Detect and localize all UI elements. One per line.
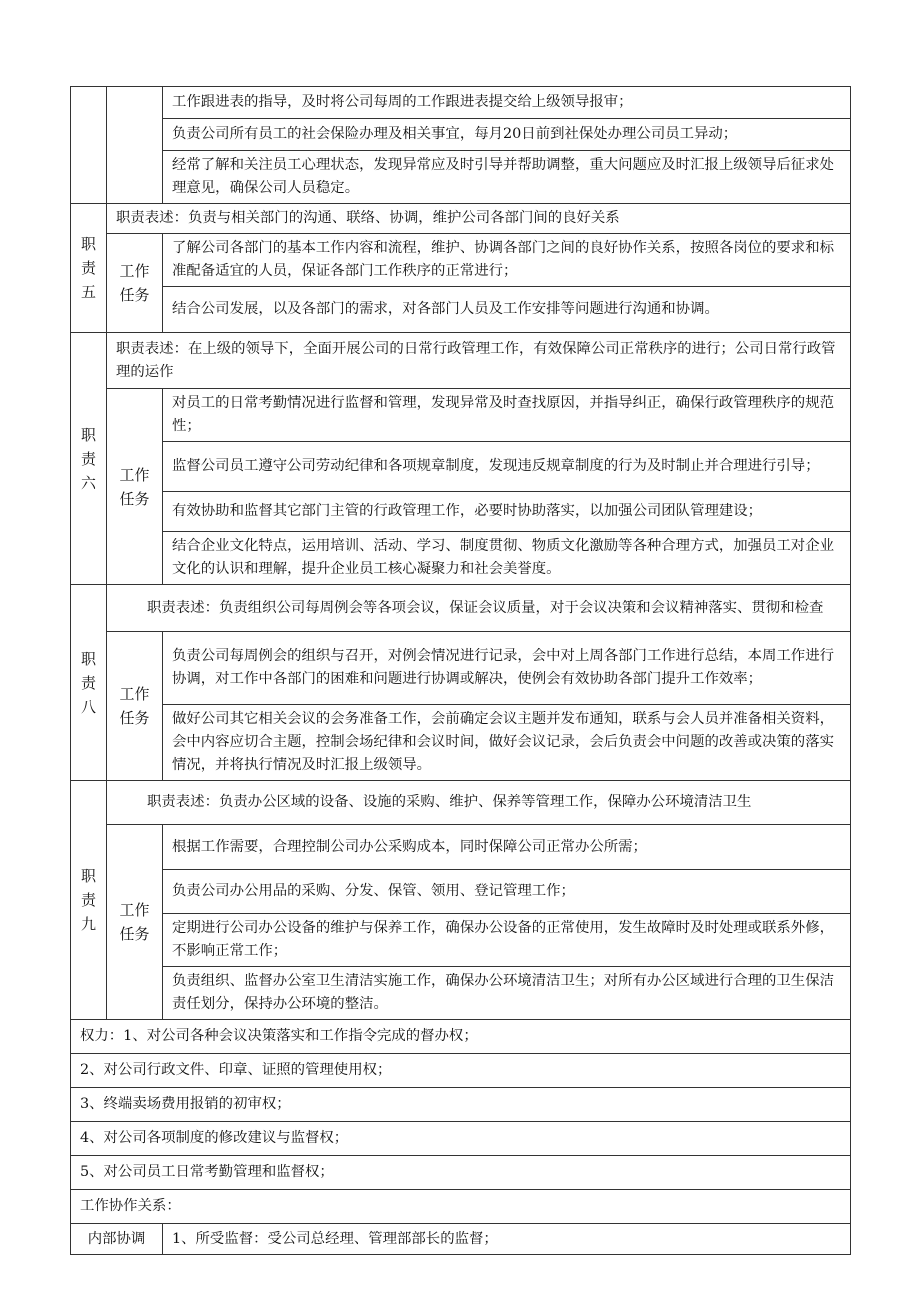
task-item: 监督公司员工遵守公司劳动纪律和各项规章制度，发现违反规章制度的行为及时制止并合理进行引导； bbox=[163, 442, 851, 492]
task-item: 做好公司其它相关会议的会务准备工作，会前确定会议主题并发布通知，联系与会人员并准备相关资料，会中内容应切合主题，控制会场纪律和会议时间，做好会议记录，会后负责会中问题的改善或决策的落实情况，并将执行情况及时汇报上级领导。 bbox=[163, 705, 851, 781]
internal-coordination-item: 1、所受监督：受公司总经理、管理部部长的监督； bbox=[163, 1224, 851, 1255]
task-label-cell-continued bbox=[107, 87, 163, 204]
authority-item: 5、对公司员工日常考勤管理和监督权； bbox=[71, 1156, 851, 1190]
task-item: 了解公司各部门的基本工作内容和流程，维护、协调各部门之间的良好协作关系，按照各岗位的要求和标准配备适宜的人员，保证各部门工作秩序的正常进行； bbox=[163, 234, 851, 287]
task-item: 对员工的日常考勤情况进行监督和管理，发现异常及时查找原因，并指导纠正，确保行政管理秩序的规范性； bbox=[163, 389, 851, 442]
task-item: 负责公司所有员工的社会保险办理及相关事宜，每月20日前到社保处办理公司员工异动； bbox=[163, 119, 851, 151]
duty-label-6: 职 责 六 bbox=[71, 333, 107, 585]
task-item: 经常了解和关注员工心理状态，发现异常应及时引导并帮助调整，重大问题应及时汇报上级领导后征求处理意见，确保公司人员稳定。 bbox=[163, 151, 851, 204]
authority-item: 权力：1、对公司各种会议决策落实和工作指令完成的督办权； bbox=[71, 1020, 851, 1054]
task-label-5: 工作 任务 bbox=[107, 234, 163, 333]
task-item: 负责公司办公用品的采购、分发、保管、领用、登记管理工作； bbox=[163, 870, 851, 914]
job-duty-table bbox=[70, 86, 851, 1255]
task-label-8: 工作 任务 bbox=[107, 632, 163, 781]
duty-label-5: 职 责 五 bbox=[71, 204, 107, 333]
cooperation-title: 工作协作关系： bbox=[71, 1190, 851, 1224]
duty-label-cell-continued bbox=[71, 87, 107, 204]
duty-summary-9: 职责表述：负责办公区域的设备、设施的采购、维护、保养等管理工作，保障办公环境清洁卫生 bbox=[107, 781, 851, 825]
task-label-6: 工作 任务 bbox=[107, 389, 163, 585]
duty-label-8: 职 责 八 bbox=[71, 585, 107, 781]
task-item: 根据工作需要，合理控制公司办公采购成本，同时保障公司正常办公所需； bbox=[163, 825, 851, 870]
task-item: 负责组织、监督办公室卫生清洁实施工作，确保办公环境清洁卫生；对所有办公区域进行合理的卫生保洁责任划分，保持办公环境的整洁。 bbox=[163, 967, 851, 1020]
task-item: 结合公司发展，以及各部门的需求，对各部门人员及工作安排等问题进行沟通和协调。 bbox=[163, 287, 851, 333]
internal-coordination-label: 内部协调 bbox=[71, 1224, 163, 1255]
duty-summary-5: 职责表述：负责与相关部门的沟通、联络、协调，维护公司各部门间的良好关系 bbox=[107, 204, 851, 234]
authority-item: 2、对公司行政文件、印章、证照的管理使用权； bbox=[71, 1054, 851, 1088]
task-item: 结合企业文化特点，运用培训、活动、学习、制度贯彻、物质文化激励等各种合理方式，加强员工对企业文化的认识和理解，提升企业员工核心凝聚力和社会美誉度。 bbox=[163, 532, 851, 585]
duty-summary-8: 职责表述：负责组织公司每周例会等各项会议，保证会议质量，对于会议决策和会议精神落实、贯彻和检查 bbox=[107, 585, 851, 632]
duty-label-9: 职 责 九 bbox=[71, 781, 107, 1020]
authority-item: 4、对公司各项制度的修改建议与监督权； bbox=[71, 1122, 851, 1156]
task-item: 工作跟进表的指导，及时将公司每周的工作跟进表提交给上级领导报审； bbox=[163, 87, 851, 119]
duty-summary-6: 职责表述：在上级的领导下，全面开展公司的日常行政管理工作，有效保障公司正常秩序的进行；公司日常行政管理的运作 bbox=[107, 333, 851, 389]
task-item: 定期进行公司办公设备的维护与保养工作，确保办公设备的正常使用，发生故障时及时处理或联系外修，不影响正常工作； bbox=[163, 914, 851, 967]
authority-item: 3、终端卖场费用报销的初审权； bbox=[71, 1088, 851, 1122]
task-item: 负责公司每周例会的组织与召开，对例会情况进行记录，会中对上周各部门工作进行总结，本周工作进行协调，对工作中各部门的困难和问题进行协调或解决，使例会有效协助各部门提升工作效率； bbox=[163, 632, 851, 705]
task-item: 有效协助和监督其它部门主管的行政管理工作，必要时协助落实，以加强公司团队管理建设； bbox=[163, 492, 851, 532]
task-label-9: 工作 任务 bbox=[107, 825, 163, 1020]
